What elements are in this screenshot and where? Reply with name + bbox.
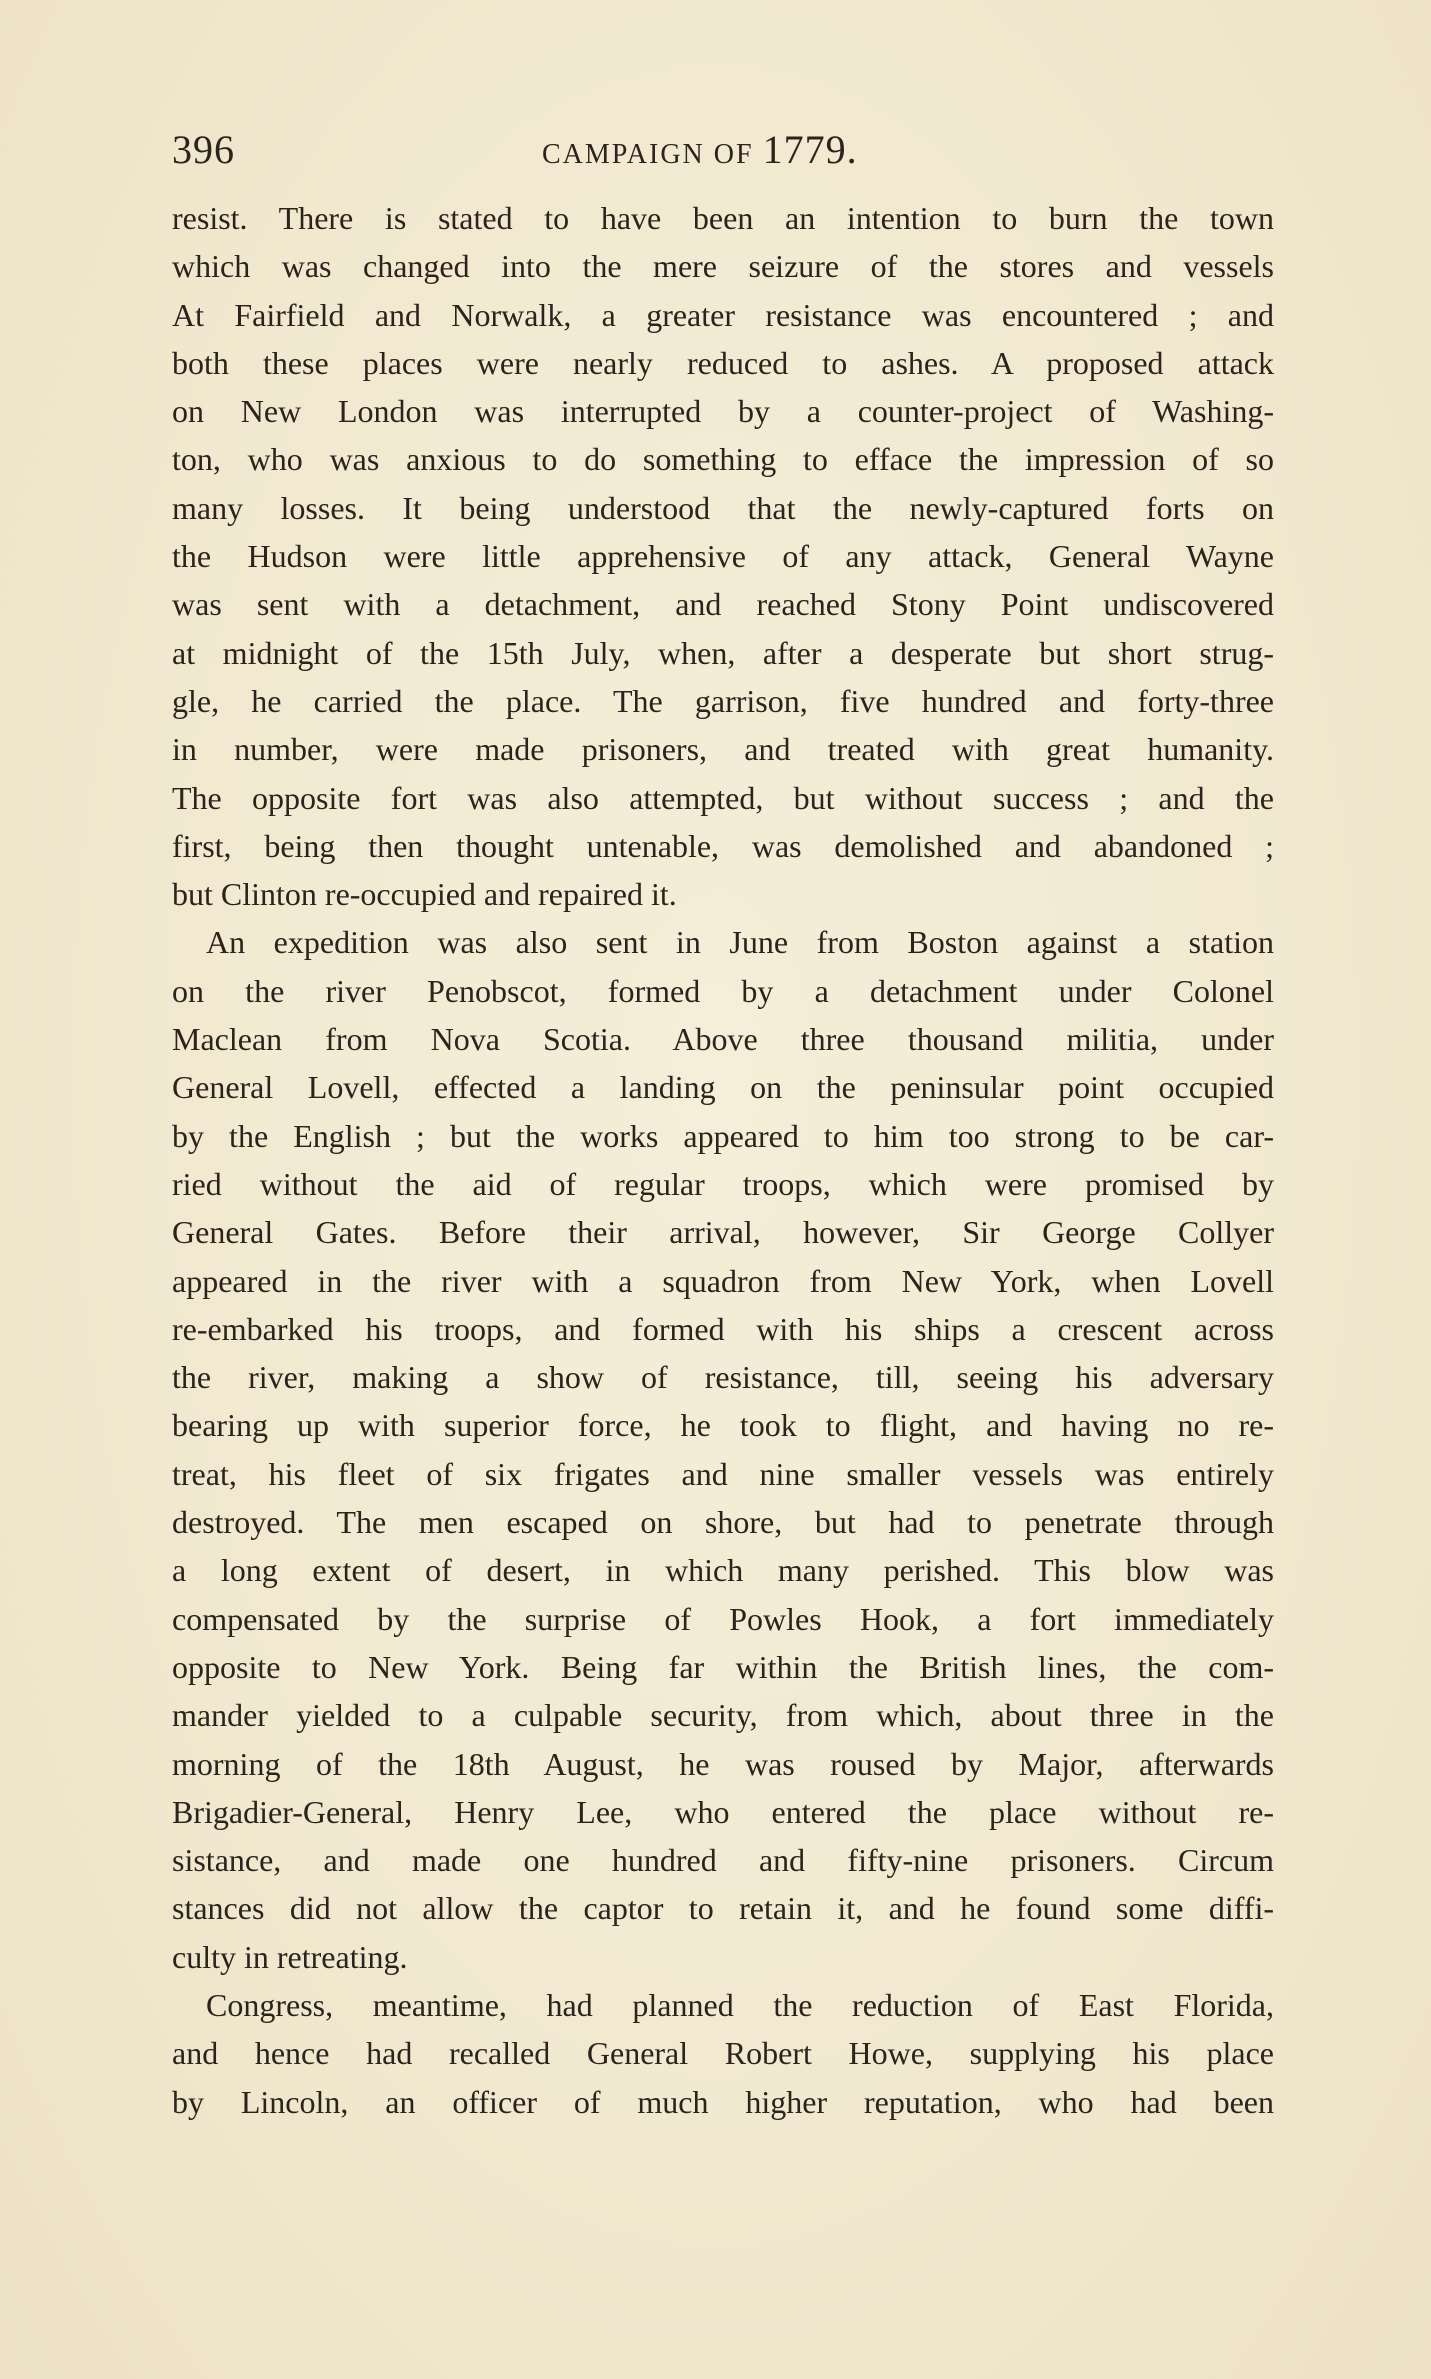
text-line: sistance, and made one hundred and fifty-nine prisoners. Circum <box>172 1842 1274 1879</box>
text-line: was sent with a detachment, and reached Stony Point undiscovered <box>172 586 1274 623</box>
text-line: culty in retreating. <box>172 1938 408 1975</box>
body-text <box>172 194 1274 2126</box>
text-line: ton, who was anxious to do something to efface the impression of so <box>172 441 1274 478</box>
text-line: ried without the aid of regular troops, which were promised by <box>172 1165 1274 1202</box>
text-line: destroyed. The men escaped on shore, but had to penetrate through <box>172 1504 1274 1541</box>
text-line: but Clinton re-occupied and repaired it. <box>172 876 677 913</box>
text-line: treat, his fleet of six frigates and nine smaller vessels was entirely <box>172 1455 1274 1492</box>
text-line: which was changed into the mere seizure of the stores and vessels <box>172 248 1274 285</box>
text-line: stances did not allow the captor to retain it, and he found some diffi- <box>172 1890 1274 1927</box>
page-number: 396 <box>172 127 235 172</box>
text-line: opposite to New York. Being far within the British lines, the com- <box>172 1648 1274 1685</box>
text-line: in number, were made prisoners, and treated with great humanity. <box>172 731 1274 768</box>
text-line: re-embarked his troops, and formed with his ships a crescent across <box>172 1310 1274 1347</box>
text-line: morning of the 18th August, he was roused by Major, afterwards <box>172 1745 1274 1782</box>
text-line: The opposite fort was also attempted, but without success ; and the <box>172 779 1274 816</box>
text-line: At Fairfield and Norwalk, a greater resistance was encountered ; and <box>172 296 1274 333</box>
text-line: Maclean from Nova Scotia. Above three thousand militia, under <box>172 1021 1274 1058</box>
text-line: the river, making a show of resistance, till, seeing his adversary <box>172 1359 1274 1396</box>
text-line: the Hudson were little apprehensive of any attack, General Wayne <box>172 538 1274 575</box>
text-line: bearing up with superior force, he took to flight, and having no re- <box>172 1407 1274 1444</box>
running-title-year: 1779. <box>762 127 858 172</box>
text-line: at midnight of the 15th July, when, after a desperate but short strug- <box>172 634 1274 671</box>
text-line: gle, he carried the place. The garrison, five hundred and forty-three <box>172 682 1274 719</box>
text-line: a long extent of desert, in which many perished. This blow was <box>172 1552 1274 1589</box>
text-line: many losses. It being understood that the newly-captured forts on <box>172 489 1274 526</box>
page-header <box>172 120 1272 180</box>
text-line: General Gates. Before their arrival, however, Sir George Collyer <box>172 1214 1274 1251</box>
text-line: compensated by the surprise of Powles Hook, a fort immediately <box>172 1600 1274 1637</box>
text-line: resist. There is stated to have been an intention to burn the town <box>172 200 1274 236</box>
text-line: both these places were nearly reduced to ashes. A proposed attack <box>172 344 1274 381</box>
text-line: An expedition was also sent in June from Boston against a station <box>206 924 1274 961</box>
text-line: mander yielded to a culpable security, from which, about three in the <box>172 1697 1274 1734</box>
text-line: on New London was interrupted by a counter-project of Washing- <box>172 393 1274 430</box>
text-line: and hence had recalled General Robert Howe, supplying his place <box>172 2035 1274 2072</box>
text-line: Congress, meantime, had planned the reduction of East Florida, <box>206 1986 1274 2023</box>
text-line: appeared in the river with a squadron from New York, when Lovell <box>172 1262 1274 1299</box>
text-line: General Lovell, effected a landing on the peninsular point occupied <box>172 1069 1274 1106</box>
running-title <box>542 120 858 185</box>
running-title-text: CAMPAIGN OF <box>542 139 754 170</box>
text-line: Brigadier-General, Henry Lee, who entered the place without re- <box>172 1793 1274 1830</box>
text-line: on the river Penobscot, formed by a detachment under Colonel <box>172 972 1274 1009</box>
text-line: by Lincoln, an officer of much higher reputation, who had been <box>172 2083 1274 2120</box>
text-line: first, being then thought untenable, was demolished and abandoned ; <box>172 827 1274 864</box>
text-line: by the English ; but the works appeared to him too strong to be car- <box>172 1117 1274 1154</box>
